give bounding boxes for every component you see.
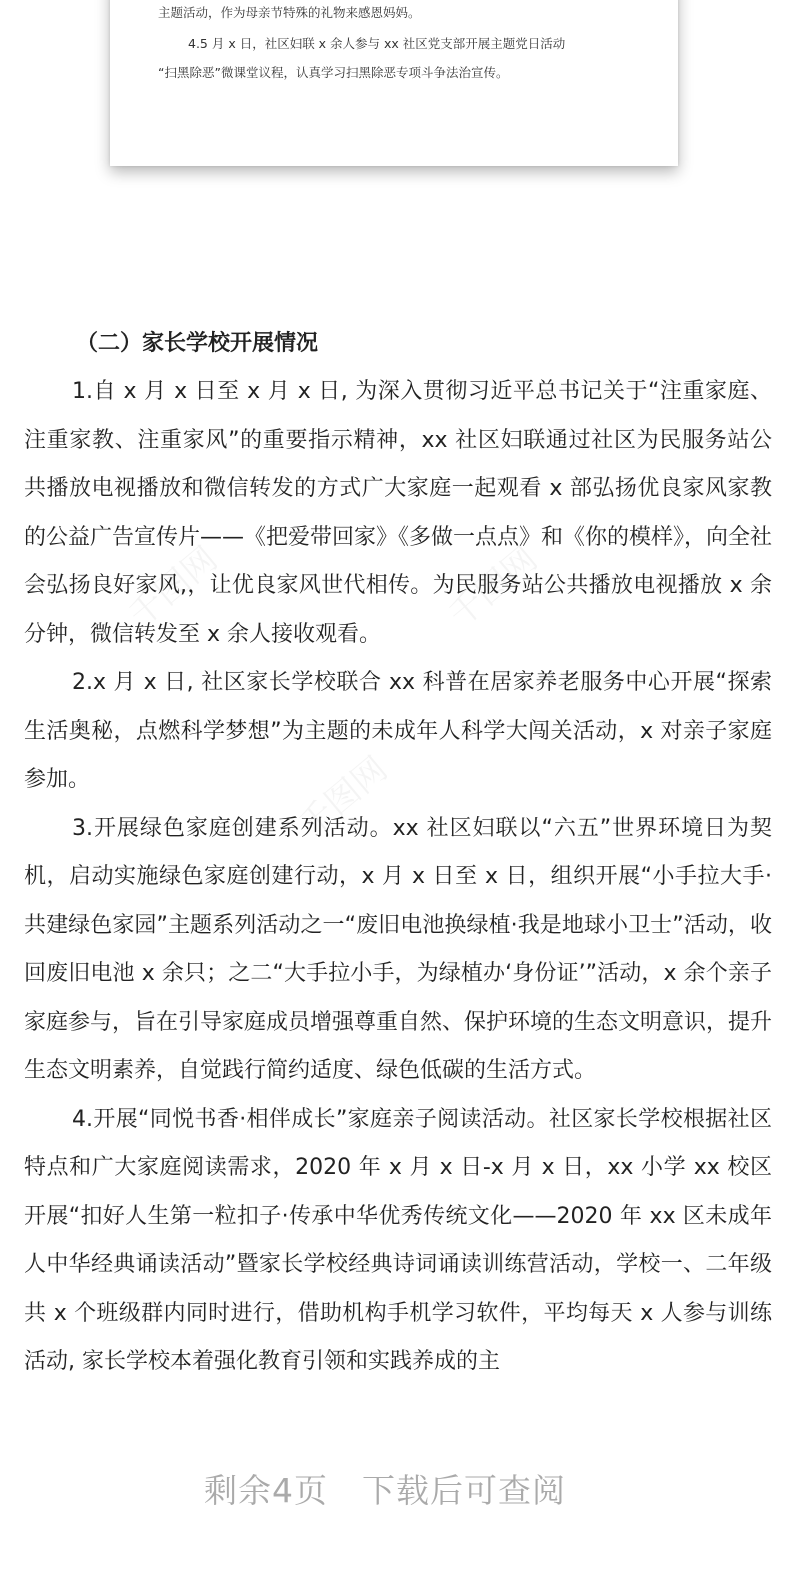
download-action-label: 下载后可查阅: [362, 1471, 566, 1510]
section-heading: （二）家长学校开展情况: [76, 331, 319, 356]
paragraph-3: 3.开展绿色家庭创建系列活动。xx 社区妇联以“六五”世界环境日为契机，启动实施绿色家庭创建行动，x 月 x 日至 x 日，组织开展“小手拉大手·共建绿色家园”主题系列活动之一“废旧电池换绿植·我是地球小卫士”活动，收回废旧电池 x 余只；之二“大手拉小手，为绿植办‘身份证’”活动，x 余个亲子家庭参与，旨在引导家庭成员增强尊重自然、保护环境的生态文明意识，提升生态文明素养，自觉践行简约适度、绿色低碳的生活方式。: [24, 815, 773, 1083]
paragraph-4: 4.开展“同悦书香·相伴成长”家庭亲子阅读活动。社区家长学校根据社区特点和广大家庭阅读需求，2020 年 x 月 x 日-x 月 x 日，xx 小学 xx 校区开展“扣好人生第一粒扣子·传承中华优秀传统文化——2020 年 xx 区未成年人中华经典诵读活动”暨家长学校经典诗词诵读训练营活动，学校一、二年级共 x 个班级群内同时进行，借助机构手机学习软件，平均每天 x 人参与训练活动, 家长学校本着强化教育引领和实践养成的主: [24, 1106, 772, 1374]
preview-line: 4.5 月 x 日，社区妇联 x 余人参与 xx 社区党支部开展主题党日活动: [188, 36, 566, 51]
download-to-view-button[interactable]: [0, 1465, 770, 1512]
document-body: [24, 322, 772, 1387]
preview-line: 主题活动，作为母亲节特殊的礼物来感恩妈妈。: [158, 5, 421, 20]
remaining-pages-label: 剩余4页: [204, 1471, 328, 1510]
paragraph-1: 1.自 x 月 x 日至 x 月 x 日, 为深入贯彻习近平总书记关于“注重家庭、注重家教、注重家风”的重要指示精神，xx 社区妇联通过社区为民服务站公共播放电视播放和微信转发的方式广大家庭一起观看 x 部弘扬优良家风家教的公益广告宣传片——《把爱带回家》《多做一点点》和《你的模样》，向全社会弘扬良好家风,，让优良家风世代相传。为民服务站公共播放电视播放 x 余分钟，微信转发至 x 余人接收观看。: [24, 379, 773, 647]
page-preview-card: [110, 0, 678, 166]
preview-line: “扫黑除恶”微课堂议程，认真学习扫黑除恶专项斗争法治宣传。: [158, 65, 509, 80]
paragraph-2: 2.x 月 x 日, 社区家长学校联合 xx 科普在居家养老服务中心开展“探索生活奥秘，点燃科学梦想”为主题的未成年人科学大闯关活动，x 对亲子家庭参加。: [24, 670, 772, 792]
